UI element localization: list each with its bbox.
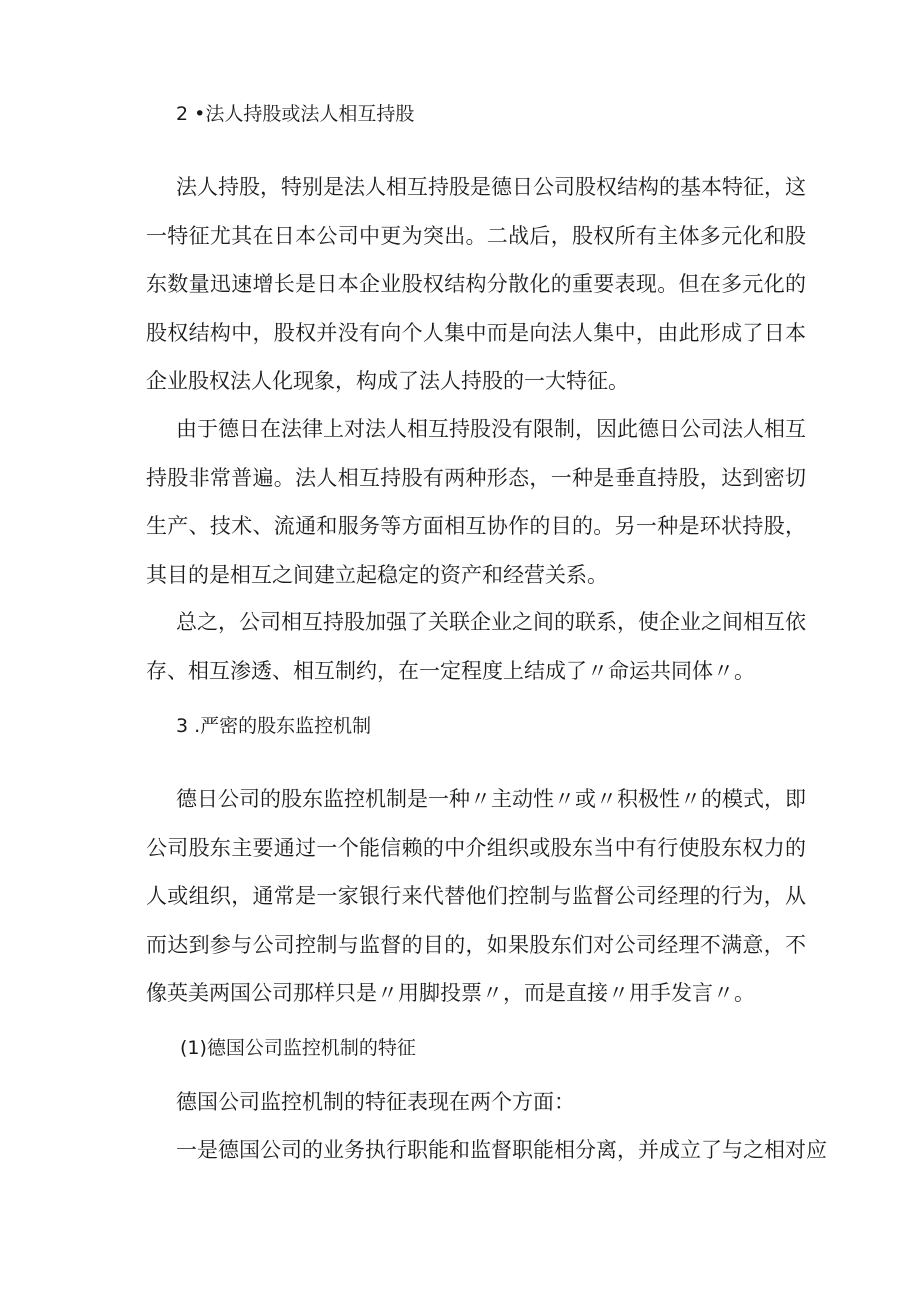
subsection-1-heading: (1)德国公司监控机制的特征 [180, 1037, 416, 1059]
subsection-1-intro: 德国公司监控机制的特征表现在两个方面： [176, 1090, 575, 1114]
section-2-heading: 2 •法人持股或法人相互持股 [176, 103, 415, 125]
subsection-1-point-1: 一是德国公司的业务执行职能和监督职能相分离，并成立了与之相对应 [176, 1138, 827, 1162]
section-3-heading: 3 .严密的股东监控机制 [176, 715, 372, 737]
section-2-paragraph-3: 总之，公司相互持股加强了关联企业之间的联系，使企业之间相互依存、相互渗透、相互制约，在一定程度上结成了〃命运共同体〃。 [146, 610, 806, 683]
section-3-paragraph-1: 德日公司的股东监控机制是一种〃主动性〃或〃积极性〃的模式，即公司股东主要通过一个能信赖的中介组织或股东当中有行使股东权力的人或组织，通常是一家银行来代替他们控制与监督公司经理的行为，从而达到参与公司控制与监督的目的，如果股东们对公司经理不满意，不像英美两国公司那样只是〃用脚投票〃，而是直接〃用手发言〃。 [146, 787, 806, 1005]
section-2-paragraph-2: 由于德日在法律上对法人相互持股没有限制，因此德日公司法人相互持股非常普遍。法人相互持股有两种形态，一种是垂直持股，达到密切生产、技术、流通和服务等方面相互协作的目的。另一种是环状持股，其目的是相互之间建立起稳定的资产和经营关系。 [146, 417, 806, 587]
section-2-paragraph-1: 法人持股，特别是法人相互持股是德日公司股权结构的基本特征，这一特征尤其在日本公司中更为突出。二战后，股权所有主体多元化和股东数量迅速增长是日本企业股权结构分散化的重要表现。但在多元化的股权结构中，股权并没有向个人集中而是向法人集中，由此形成了日本企业股权法人化现象，构成了法人持股的一大特征。 [146, 175, 806, 393]
